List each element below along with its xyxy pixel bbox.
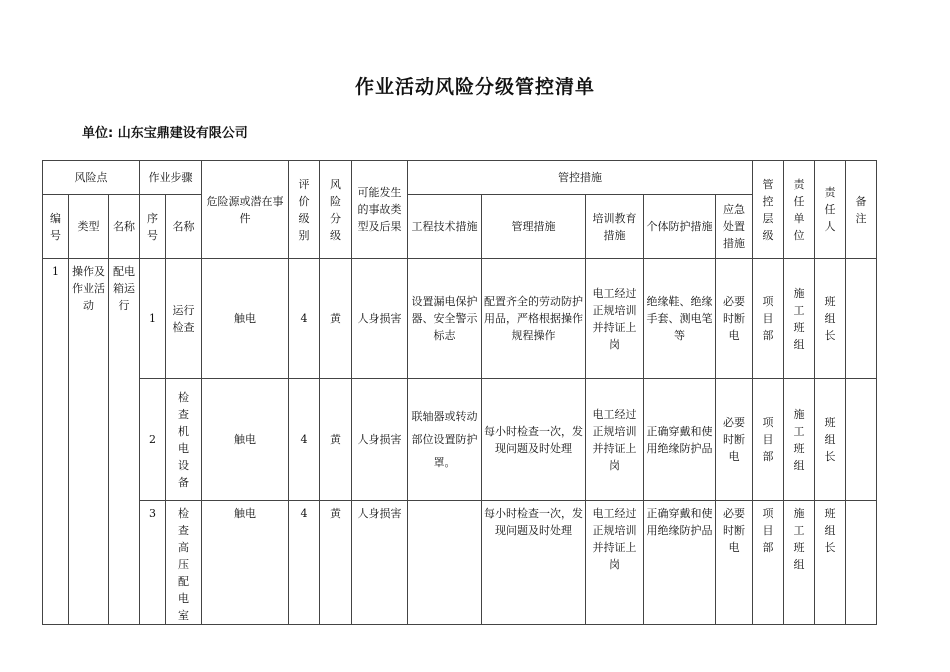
- header-management: 管理措施: [482, 195, 586, 259]
- table-row: [43, 501, 877, 625]
- row-remark: [846, 501, 877, 625]
- header-control-measures: 管控措施: [408, 161, 753, 195]
- row-resp-person: 班组长: [815, 379, 846, 501]
- row-grade: 黄: [320, 379, 352, 501]
- row-emergency: 必要时断电: [716, 379, 753, 501]
- row-consequence: 人身损害: [352, 501, 408, 625]
- row-engineering: [408, 501, 482, 625]
- row-control-level: 项目部: [753, 501, 784, 625]
- table-row: [43, 379, 877, 501]
- header-work-step: 作业步骤: [140, 161, 202, 195]
- header-hazard: 危险源或潜在事件: [202, 161, 289, 259]
- row-resp-unit: 施工班组: [784, 259, 815, 379]
- row-resp-unit: 施工班组: [784, 379, 815, 501]
- document-title: 作业活动风险分级管控清单: [354, 76, 595, 98]
- header-resp-person: 责任人: [815, 161, 846, 259]
- row-hazard: 触电: [202, 379, 289, 501]
- header-step-name: 名称: [166, 195, 202, 259]
- row-level: 4: [289, 259, 320, 379]
- header-name: 名称: [109, 195, 140, 259]
- risk-point-type: 操作及作业活动: [69, 259, 109, 625]
- header-type: 类型: [69, 195, 109, 259]
- header-ppe: 个体防护措施: [644, 195, 716, 259]
- row-step: 检查高压配电室: [166, 501, 202, 625]
- row-training: 电工经过正规培训并持证上岗: [586, 379, 644, 501]
- header-emergency: 应急处置措施: [716, 195, 753, 259]
- unit-name: 山东宝鼎建设有限公司: [117, 126, 248, 141]
- row-remark: [846, 259, 877, 379]
- row-emergency: 必要时断电: [716, 501, 753, 625]
- header-resp-unit: 责任单位: [784, 161, 815, 259]
- row-level: 4: [289, 379, 320, 501]
- header-risk-grade: 风险分级: [320, 161, 352, 259]
- header-seq: 序号: [140, 195, 166, 259]
- header-no: 编号: [43, 195, 69, 259]
- row-step: 检查机电设备: [166, 379, 202, 501]
- row-emergency: 必要时断电: [716, 259, 753, 379]
- unit-line: [82, 122, 248, 141]
- unit-label: 单位:: [82, 126, 114, 141]
- header-consequence: 可能发生的事故类型及后果: [352, 161, 408, 259]
- engineering-line-1: 联轴器或转动: [411, 410, 478, 423]
- row-seq: 3: [140, 501, 166, 625]
- header-row-2: [43, 195, 877, 259]
- row-remark: [846, 379, 877, 501]
- row-level: 4: [289, 501, 320, 625]
- row-resp-unit: 施工班组: [784, 501, 815, 625]
- row-seq: 1: [140, 259, 166, 379]
- row-resp-person: 班组长: [815, 501, 846, 625]
- header-row-1: [43, 161, 877, 195]
- row-ppe: 绝缘鞋、绝缘手套、测电笔等: [644, 259, 716, 379]
- row-engineering: [408, 379, 482, 501]
- risk-point-name: 配电箱运行: [109, 259, 140, 625]
- row-consequence: 人身损害: [352, 379, 408, 501]
- row-seq: 2: [140, 379, 166, 501]
- risk-point-no: 1: [43, 259, 69, 625]
- row-management: 每小时检查一次，发现问题及时处理: [482, 379, 586, 501]
- header-remark: 备注: [846, 161, 877, 259]
- row-resp-person: 班组长: [815, 259, 846, 379]
- row-ppe: 正确穿戴和使用绝缘防护品: [644, 501, 716, 625]
- row-management: 配置齐全的劳动防护用品，严格根据操作规程操作: [482, 259, 586, 379]
- risk-control-table: [42, 160, 877, 625]
- header-engineering: 工程技术措施: [408, 195, 482, 259]
- row-hazard: 触电: [202, 501, 289, 625]
- engineering-line-2: 部位设置防护: [411, 433, 478, 446]
- row-grade: 黄: [320, 259, 352, 379]
- row-control-level: 项目部: [753, 379, 784, 501]
- row-step: 运行检查: [166, 259, 202, 379]
- header-eval-level: 评价级别: [289, 161, 320, 259]
- row-consequence: 人身损害: [352, 259, 408, 379]
- table-row: [43, 259, 877, 379]
- row-management: 每小时检查一次，发现问题及时处理: [482, 501, 586, 625]
- row-ppe: 正确穿戴和使用绝缘防护品: [644, 379, 716, 501]
- header-control-level: 管控层级: [753, 161, 784, 259]
- row-grade: 黄: [320, 501, 352, 625]
- header-training: 培训教育措施: [586, 195, 644, 259]
- row-training: 电工经过正规培训并持证上岗: [586, 259, 644, 379]
- header-risk-point: 风险点: [43, 161, 140, 195]
- row-control-level: 项目部: [753, 259, 784, 379]
- engineering-line-3: 罩。: [433, 456, 456, 469]
- row-hazard: 触电: [202, 259, 289, 379]
- row-engineering: 设置漏电保护器、安全警示标志: [408, 259, 482, 379]
- row-training: 电工经过正规培训并持证上岗: [586, 501, 644, 625]
